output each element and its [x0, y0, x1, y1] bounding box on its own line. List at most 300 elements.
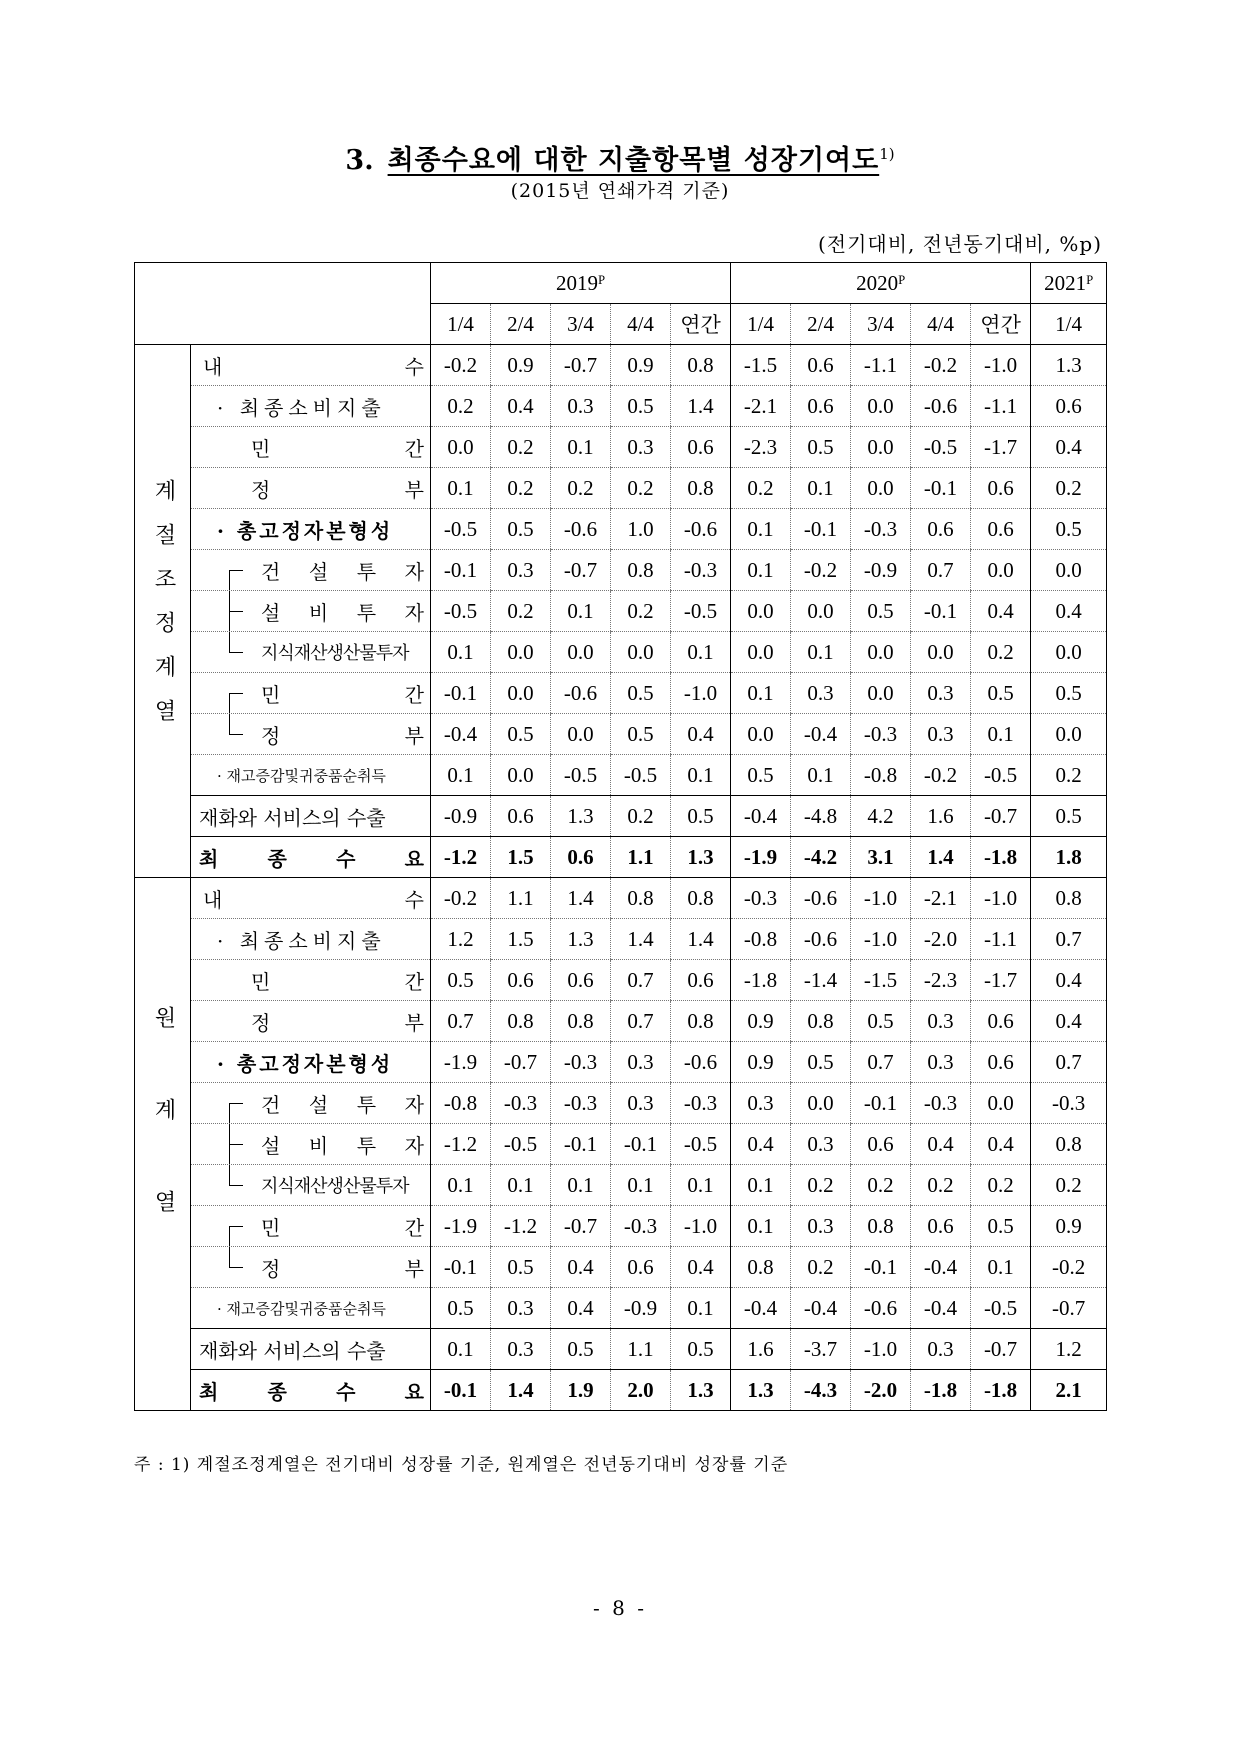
value-cell: 0.4 — [671, 714, 731, 755]
value-cell: 0.1 — [671, 755, 731, 796]
value-cell: 0.4 — [911, 1124, 971, 1165]
value-cell: -0.6 — [551, 509, 611, 550]
value-cell: 0.6 — [971, 1042, 1031, 1083]
value-cell: 0.0 — [791, 1083, 851, 1124]
value-cell: 0.0 — [1031, 632, 1107, 673]
table-row — [135, 1329, 1107, 1370]
bracket-line — [229, 1165, 230, 1185]
value-cell: 0.1 — [731, 509, 791, 550]
value-cell: -0.2 — [791, 550, 851, 591]
value-cell: 0.2 — [491, 591, 551, 632]
row-label: 최 종 수 요 — [191, 837, 431, 878]
bracket-line — [229, 1124, 230, 1164]
value-cell: 0.9 — [1031, 1206, 1107, 1247]
value-cell: 0.3 — [731, 1083, 791, 1124]
title-number: 3. — [345, 145, 374, 176]
value-cell: 0.6 — [1031, 386, 1107, 427]
value-cell: 0.8 — [671, 878, 731, 919]
row-label: 정 부 — [191, 468, 431, 509]
header-quarter: 1/4 — [731, 304, 791, 345]
value-cell: 0.1 — [791, 755, 851, 796]
value-cell: 0.2 — [911, 1165, 971, 1206]
value-cell: 0.5 — [791, 1042, 851, 1083]
value-cell: -0.2 — [431, 878, 491, 919]
value-cell: -0.1 — [431, 1370, 491, 1411]
header-quarter: 1/4 — [1031, 304, 1107, 345]
row-label: 정 부 — [191, 1001, 431, 1042]
value-cell: 0.0 — [551, 714, 611, 755]
row-label: 민 간 — [191, 427, 431, 468]
value-cell: 0.0 — [491, 755, 551, 796]
header-quarter: 2/4 — [791, 304, 851, 345]
value-cell: -0.4 — [731, 796, 791, 837]
value-cell: 2.1 — [1031, 1370, 1107, 1411]
value-cell: 0.0 — [851, 632, 911, 673]
header-year-2021: 2021ᴾ — [1031, 263, 1107, 304]
header-year-2020: 2020ᴾ — [731, 263, 1031, 304]
value-cell: 1.3 — [671, 837, 731, 878]
value-cell: 1.3 — [551, 919, 611, 960]
value-cell: 1.9 — [551, 1370, 611, 1411]
value-cell: 0.4 — [731, 1124, 791, 1165]
bracket-tick — [229, 1103, 243, 1104]
value-cell: 0.6 — [971, 468, 1031, 509]
value-cell: 0.2 — [431, 386, 491, 427]
value-cell: 1.3 — [731, 1370, 791, 1411]
bracket-tick — [229, 693, 243, 694]
table-row — [135, 1124, 1107, 1165]
table-row — [135, 796, 1107, 837]
header-corner — [135, 263, 431, 345]
value-cell: 0.5 — [971, 1206, 1031, 1247]
value-cell: 0.0 — [731, 714, 791, 755]
value-cell: 0.6 — [671, 427, 731, 468]
value-cell: 0.5 — [611, 673, 671, 714]
value-cell: 0.9 — [731, 1042, 791, 1083]
value-cell: -0.5 — [611, 755, 671, 796]
value-cell: 0.5 — [671, 796, 731, 837]
value-cell: 0.6 — [791, 386, 851, 427]
value-cell: -4.3 — [791, 1370, 851, 1411]
row-label: 지식재산생산물투자 — [191, 632, 431, 673]
value-cell: 0.3 — [791, 1124, 851, 1165]
value-cell: 1.2 — [1031, 1329, 1107, 1370]
value-cell: -4.8 — [791, 796, 851, 837]
value-cell: 0.5 — [851, 591, 911, 632]
value-cell: -0.3 — [551, 1083, 611, 1124]
value-cell: 0.9 — [731, 1001, 791, 1042]
value-cell: 0.2 — [791, 1165, 851, 1206]
row-label: 내 수 — [191, 345, 431, 386]
table-row — [135, 1370, 1107, 1411]
row-label: 설 비 투 자 — [191, 1124, 431, 1165]
bracket-line — [229, 1226, 230, 1246]
value-cell: -0.4 — [791, 714, 851, 755]
value-cell: -0.1 — [851, 1247, 911, 1288]
value-cell: -2.1 — [731, 386, 791, 427]
bracket-line — [229, 570, 230, 590]
row-label: 건 설 투 자 — [191, 550, 431, 591]
value-cell: -0.4 — [431, 714, 491, 755]
row-label: 지식재산생산물투자 — [191, 1165, 431, 1206]
value-cell: 0.1 — [431, 632, 491, 673]
value-cell: 0.3 — [911, 673, 971, 714]
value-cell: 0.0 — [731, 591, 791, 632]
value-cell: -2.1 — [911, 878, 971, 919]
value-cell: -0.5 — [971, 755, 1031, 796]
value-cell: -0.9 — [851, 550, 911, 591]
value-cell: 0.1 — [731, 1206, 791, 1247]
value-cell: 0.3 — [791, 1206, 851, 1247]
table-row — [135, 591, 1107, 632]
value-cell: 0.1 — [431, 1329, 491, 1370]
value-cell: 0.8 — [491, 1001, 551, 1042]
value-cell: 0.1 — [431, 755, 491, 796]
value-cell: -0.7 — [551, 550, 611, 591]
value-cell: -0.3 — [671, 1083, 731, 1124]
row-label: 정 부 — [191, 1247, 431, 1288]
value-cell: -0.1 — [911, 468, 971, 509]
value-cell: 0.4 — [491, 386, 551, 427]
value-cell: -1.7 — [971, 960, 1031, 1001]
value-cell: 0.5 — [851, 1001, 911, 1042]
value-cell: -1.0 — [971, 878, 1031, 919]
value-cell: -0.1 — [851, 1083, 911, 1124]
value-cell: -1.0 — [671, 673, 731, 714]
value-cell: 0.0 — [491, 632, 551, 673]
section-label-text: 원계열 — [151, 1006, 176, 1282]
value-cell: -1.8 — [731, 960, 791, 1001]
value-cell: -0.1 — [911, 591, 971, 632]
table-row — [135, 1288, 1107, 1329]
value-cell: 0.8 — [671, 345, 731, 386]
value-cell: 0.8 — [611, 550, 671, 591]
value-cell: 0.1 — [431, 1165, 491, 1206]
row-label: 정 부 — [191, 714, 431, 755]
header-quarter: 연간 — [671, 304, 731, 345]
value-cell: 1.4 — [671, 386, 731, 427]
table-row — [135, 345, 1107, 386]
bracket-line — [229, 693, 230, 713]
value-cell: -1.2 — [431, 837, 491, 878]
value-cell: 0.2 — [851, 1165, 911, 1206]
value-cell: 0.0 — [851, 427, 911, 468]
value-cell: -0.5 — [491, 1124, 551, 1165]
value-cell: -1.8 — [971, 837, 1031, 878]
header-quarter: 4/4 — [611, 304, 671, 345]
value-cell: 0.9 — [611, 345, 671, 386]
value-cell: 0.1 — [731, 1165, 791, 1206]
value-cell: 0.8 — [791, 1001, 851, 1042]
value-cell: 0.1 — [431, 468, 491, 509]
value-cell: 0.1 — [731, 673, 791, 714]
value-cell: 0.8 — [671, 1001, 731, 1042]
value-cell: -0.5 — [431, 591, 491, 632]
value-cell: 0.1 — [671, 1288, 731, 1329]
value-cell: 1.2 — [431, 919, 491, 960]
value-cell: 0.5 — [731, 755, 791, 796]
value-cell: -0.8 — [851, 755, 911, 796]
title-footnote-mark: 1) — [879, 145, 895, 163]
value-cell: -0.1 — [611, 1124, 671, 1165]
value-cell: 0.3 — [911, 1001, 971, 1042]
section-label — [135, 345, 191, 878]
value-cell: 0.5 — [431, 1288, 491, 1329]
value-cell: 1.4 — [551, 878, 611, 919]
value-cell: 0.4 — [1031, 1001, 1107, 1042]
value-cell: -0.6 — [791, 919, 851, 960]
value-cell: 1.3 — [1031, 345, 1107, 386]
value-cell: 0.0 — [791, 591, 851, 632]
value-cell: -0.5 — [551, 755, 611, 796]
bracket-tick — [229, 570, 243, 571]
value-cell: -1.0 — [851, 878, 911, 919]
value-cell: -0.8 — [431, 1083, 491, 1124]
value-cell: -2.0 — [911, 919, 971, 960]
value-cell: -0.9 — [431, 796, 491, 837]
value-cell: 0.0 — [851, 386, 911, 427]
value-cell: 0.5 — [791, 427, 851, 468]
value-cell: -0.5 — [671, 1124, 731, 1165]
value-cell: 0.3 — [611, 427, 671, 468]
table-row — [135, 960, 1107, 1001]
value-cell: 0.0 — [971, 1083, 1031, 1124]
bracket-tick — [229, 1144, 243, 1145]
value-cell: -0.4 — [911, 1288, 971, 1329]
bracket-tick — [229, 1185, 243, 1186]
value-cell: -0.2 — [431, 345, 491, 386]
value-cell: 1.5 — [491, 837, 551, 878]
value-cell: 0.5 — [491, 509, 551, 550]
table-row — [135, 509, 1107, 550]
header-quarter: 연간 — [971, 304, 1031, 345]
value-cell: -1.0 — [971, 345, 1031, 386]
value-cell: 0.1 — [611, 1165, 671, 1206]
value-cell: 1.6 — [911, 796, 971, 837]
value-cell: 0.5 — [1031, 673, 1107, 714]
value-cell: 0.1 — [671, 632, 731, 673]
value-cell: 0.7 — [611, 1001, 671, 1042]
header-quarter: 2/4 — [491, 304, 551, 345]
contribution-table — [134, 262, 1107, 1411]
value-cell: -0.6 — [671, 1042, 731, 1083]
value-cell: -2.0 — [851, 1370, 911, 1411]
value-cell: 0.1 — [731, 550, 791, 591]
value-cell: -1.1 — [971, 386, 1031, 427]
value-cell: 1.0 — [611, 509, 671, 550]
value-cell: -0.3 — [551, 1042, 611, 1083]
table-row — [135, 878, 1107, 919]
table-row — [135, 1083, 1107, 1124]
value-cell: -0.1 — [431, 1247, 491, 1288]
row-label: 재화와 서비스의 수출 — [191, 796, 431, 837]
value-cell: 0.4 — [671, 1247, 731, 1288]
value-cell: -0.3 — [611, 1206, 671, 1247]
table-row — [135, 632, 1107, 673]
value-cell: -1.0 — [851, 919, 911, 960]
value-cell: 0.6 — [851, 1124, 911, 1165]
table-row — [135, 386, 1107, 427]
value-cell: 0.5 — [671, 1329, 731, 1370]
value-cell: -0.4 — [731, 1288, 791, 1329]
value-cell: -1.8 — [971, 1370, 1031, 1411]
value-cell: 0.1 — [791, 468, 851, 509]
value-cell: 0.2 — [491, 427, 551, 468]
table-row — [135, 1001, 1107, 1042]
value-cell: 0.2 — [1031, 468, 1107, 509]
value-cell: 1.5 — [491, 919, 551, 960]
value-cell: -0.2 — [1031, 1247, 1107, 1288]
value-cell: 0.5 — [611, 386, 671, 427]
row-label: · 재고증감및귀중품순취득 — [191, 755, 431, 796]
table-row — [135, 468, 1107, 509]
value-cell: 0.8 — [1031, 1124, 1107, 1165]
row-label: 민 간 — [191, 673, 431, 714]
value-cell: 1.8 — [1031, 837, 1107, 878]
header-quarter: 1/4 — [431, 304, 491, 345]
value-cell: -1.2 — [491, 1206, 551, 1247]
value-cell: -1.4 — [791, 960, 851, 1001]
value-cell: 0.7 — [611, 960, 671, 1001]
value-cell: 0.1 — [491, 1165, 551, 1206]
value-cell: -0.6 — [551, 673, 611, 714]
bracket-line — [229, 1247, 230, 1267]
value-cell: 0.1 — [551, 591, 611, 632]
row-label: 민 간 — [191, 960, 431, 1001]
value-cell: 0.0 — [491, 673, 551, 714]
table-row — [135, 1247, 1107, 1288]
header-quarter: 3/4 — [551, 304, 611, 345]
bracket-line — [229, 632, 230, 652]
value-cell: 0.7 — [431, 1001, 491, 1042]
value-cell: -2.3 — [911, 960, 971, 1001]
value-cell: -0.7 — [971, 796, 1031, 837]
table-row — [135, 919, 1107, 960]
value-cell: 0.0 — [911, 632, 971, 673]
value-cell: 4.2 — [851, 796, 911, 837]
value-cell: 0.6 — [491, 796, 551, 837]
value-cell: -1.1 — [851, 345, 911, 386]
bracket-tick — [229, 652, 243, 653]
value-cell: 2.0 — [611, 1370, 671, 1411]
value-cell: -1.5 — [731, 345, 791, 386]
value-cell: -0.6 — [791, 878, 851, 919]
value-cell: 0.4 — [1031, 591, 1107, 632]
value-cell: -0.7 — [551, 345, 611, 386]
value-cell: 3.1 — [851, 837, 911, 878]
value-cell: -0.3 — [671, 550, 731, 591]
value-cell: 1.1 — [611, 1329, 671, 1370]
value-cell: 0.6 — [551, 837, 611, 878]
table-row — [135, 673, 1107, 714]
value-cell: 0.7 — [1031, 1042, 1107, 1083]
value-cell: -0.5 — [671, 591, 731, 632]
value-cell: 0.0 — [611, 632, 671, 673]
row-label: · 최종소비지출 — [191, 919, 431, 960]
value-cell: 0.0 — [851, 468, 911, 509]
row-label: 최 종 수 요 — [191, 1370, 431, 1411]
row-label: 설 비 투 자 — [191, 591, 431, 632]
value-cell: 0.2 — [1031, 755, 1107, 796]
value-cell: 1.4 — [611, 919, 671, 960]
value-cell: 0.5 — [491, 714, 551, 755]
value-cell: 0.2 — [611, 796, 671, 837]
value-cell: 0.7 — [851, 1042, 911, 1083]
value-cell: -0.5 — [971, 1288, 1031, 1329]
header-year-2019: 2019ᴾ — [431, 263, 731, 304]
value-cell: 0.1 — [791, 632, 851, 673]
value-cell: 0.9 — [491, 345, 551, 386]
value-cell: -1.9 — [431, 1042, 491, 1083]
value-cell: -1.1 — [971, 919, 1031, 960]
value-cell: 0.8 — [611, 878, 671, 919]
value-cell: 0.5 — [611, 714, 671, 755]
value-cell: 0.5 — [1031, 796, 1107, 837]
value-cell: 1.4 — [491, 1370, 551, 1411]
value-cell: 0.2 — [971, 632, 1031, 673]
value-cell: 0.4 — [1031, 960, 1107, 1001]
value-cell: 0.0 — [851, 673, 911, 714]
value-cell: 0.2 — [611, 468, 671, 509]
value-cell: -0.4 — [911, 1247, 971, 1288]
value-cell: -2.3 — [731, 427, 791, 468]
value-cell: 0.6 — [791, 345, 851, 386]
row-label: · 총고정자본형성 — [191, 1042, 431, 1083]
value-cell: 0.5 — [1031, 509, 1107, 550]
value-cell: 0.3 — [611, 1083, 671, 1124]
value-cell: 1.3 — [671, 1370, 731, 1411]
value-cell: -0.3 — [1031, 1083, 1107, 1124]
bracket-tick — [229, 1267, 243, 1268]
bracket-line — [229, 1103, 230, 1123]
value-cell: 0.3 — [611, 1042, 671, 1083]
value-cell: 0.5 — [971, 673, 1031, 714]
value-cell: 0.2 — [491, 468, 551, 509]
value-cell: -0.6 — [671, 509, 731, 550]
section-label — [135, 878, 191, 1411]
value-cell: 0.1 — [971, 1247, 1031, 1288]
row-label: · 총고정자본형성 — [191, 509, 431, 550]
value-cell: 0.6 — [971, 1001, 1031, 1042]
value-cell: 0.4 — [551, 1247, 611, 1288]
table-row — [135, 714, 1107, 755]
table-row — [135, 1165, 1107, 1206]
value-cell: 0.2 — [971, 1165, 1031, 1206]
row-label: · 최종소비지출 — [191, 386, 431, 427]
value-cell: 0.6 — [911, 1206, 971, 1247]
value-cell: -0.2 — [911, 755, 971, 796]
value-cell: -0.1 — [551, 1124, 611, 1165]
value-cell: 0.6 — [611, 1247, 671, 1288]
value-cell: 0.3 — [911, 1329, 971, 1370]
value-cell: 0.8 — [731, 1247, 791, 1288]
value-cell: 0.2 — [791, 1247, 851, 1288]
value-cell: -0.1 — [431, 673, 491, 714]
value-cell: 0.2 — [731, 468, 791, 509]
table-row — [135, 1206, 1107, 1247]
value-cell: 0.0 — [731, 632, 791, 673]
value-cell: 0.3 — [911, 714, 971, 755]
value-cell: 0.1 — [551, 1165, 611, 1206]
value-cell: -0.6 — [851, 1288, 911, 1329]
value-cell: 0.1 — [971, 714, 1031, 755]
document-title — [0, 138, 1240, 177]
value-cell: -1.0 — [851, 1329, 911, 1370]
table-row — [135, 837, 1107, 878]
value-cell: 1.4 — [911, 837, 971, 878]
footnote: 주 : 1) 계절조정계열은 전기대비 성장률 기준, 원계열은 전년동기대비 성장률 기준 — [134, 1455, 789, 1475]
value-cell: 0.3 — [911, 1042, 971, 1083]
